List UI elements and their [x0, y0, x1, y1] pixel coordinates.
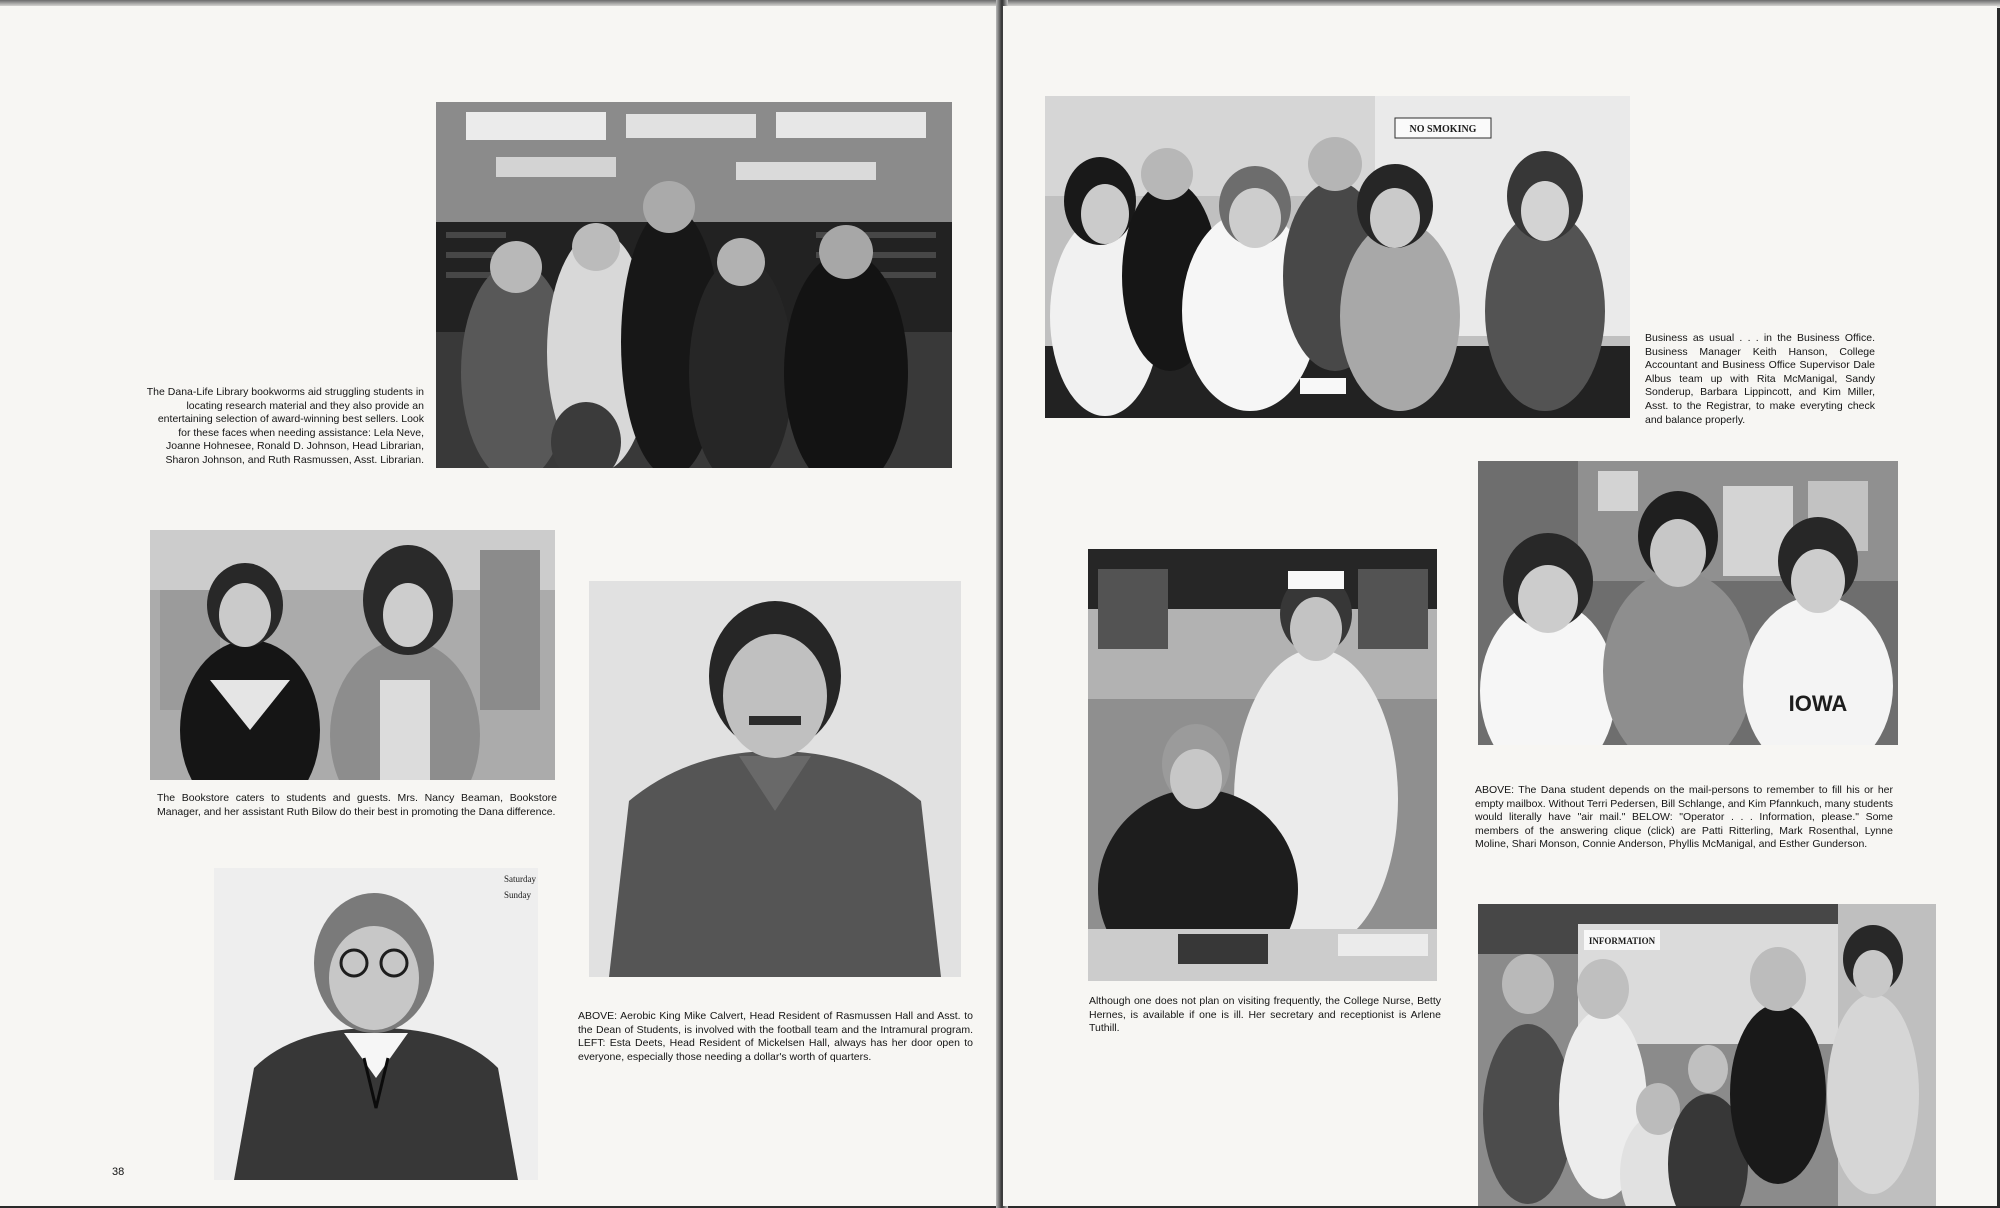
iowa-shirt-text: IOWA [1788, 691, 1848, 716]
nurse-photo-image [1088, 549, 1437, 981]
mike-photo [589, 581, 961, 977]
mail-photo [1478, 461, 1898, 745]
library-caption: The Dana-Life Library bookworms aid struggling students in locating research material and they also provide an entertaining selection of award-winning best sellers. Look for these faces when needing assistance: Lela Neve, Joanne Hohnesee, Ronald D. Johnson, Head Librarian, Sharon Johnson, and Ruth Rasmussen, Asst. Librarian. [146, 386, 424, 466]
business-photo [1045, 96, 1630, 418]
bookstore-caption: The Bookstore caters to students and guests. Mrs. Nancy Beaman, Bookstore Manager, and her assistant Ruth Bilow do their best in promoting the Dana difference. [157, 792, 557, 818]
information-photo [1478, 904, 1936, 1206]
nurse-photo [1088, 549, 1437, 981]
information-photo-image [1478, 904, 1936, 1206]
bookstore-photo-image [150, 530, 555, 780]
mail-photo-image [1478, 461, 1898, 745]
no-smoking-sign: NO SMOKING [1409, 124, 1477, 135]
saturday-note: Saturday [504, 874, 536, 884]
sunday-note: Sunday [504, 890, 531, 900]
esta-photo [214, 868, 538, 1180]
esta-photo-image [214, 868, 538, 1180]
nurse-caption: Although one does not plan on visiting frequently, the College Nurse, Betty Hernes, is available if one is ill. Her secretary and receptionist is Arlene Tuthill. [1089, 995, 1441, 1035]
mike-caption: ABOVE: Aerobic King Mike Calvert, Head Resident of Rasmussen Hall and Asst. to the Dean of Students, is involved with the football team and the Intramural program. LEFT: Esta Deets, Head Resident of Mickelsen Hall, always has her door open to everyone, especially those needing a dollar's worth of quarters. [578, 1010, 973, 1063]
right-page [1003, 6, 1997, 1206]
library-photo [436, 102, 952, 468]
page-number: 38 [112, 1166, 125, 1178]
library-photo-image [436, 102, 952, 468]
left-page [0, 6, 1000, 1206]
business-photo-image [1045, 96, 1630, 418]
information-sign: INFORMATION [1588, 936, 1656, 946]
mike-photo-image [589, 581, 961, 977]
business-caption: Business as usual . . . in the Business Office. Business Manager Keith Hanson, College Accountant and Business Office Supervisor Dale Albus team up with Rita McManigal, Sandy Sonderup, Barbara Lippincott, and Kim Miller, Asst. to the Registrar, to make everyting check and balance properly. [1645, 332, 1875, 426]
mail-caption: ABOVE: The Dana student depends on the mail-persons to remember to fill his or her empty mailbox. Without Terri Pedersen, Bill Schlange, and Kim Pfannkuch, many students would literally have "air mail." BELOW: "Operator . . . Information, please." Some members of the answering clique (click) are Patti Ritterling, Mark Rosenthal, Lynne Moline, Shari Monson, Connie Anderson, Phyllis McManigal, and Esther Gunderson. [1475, 784, 1893, 851]
bookstore-photo [150, 530, 555, 780]
